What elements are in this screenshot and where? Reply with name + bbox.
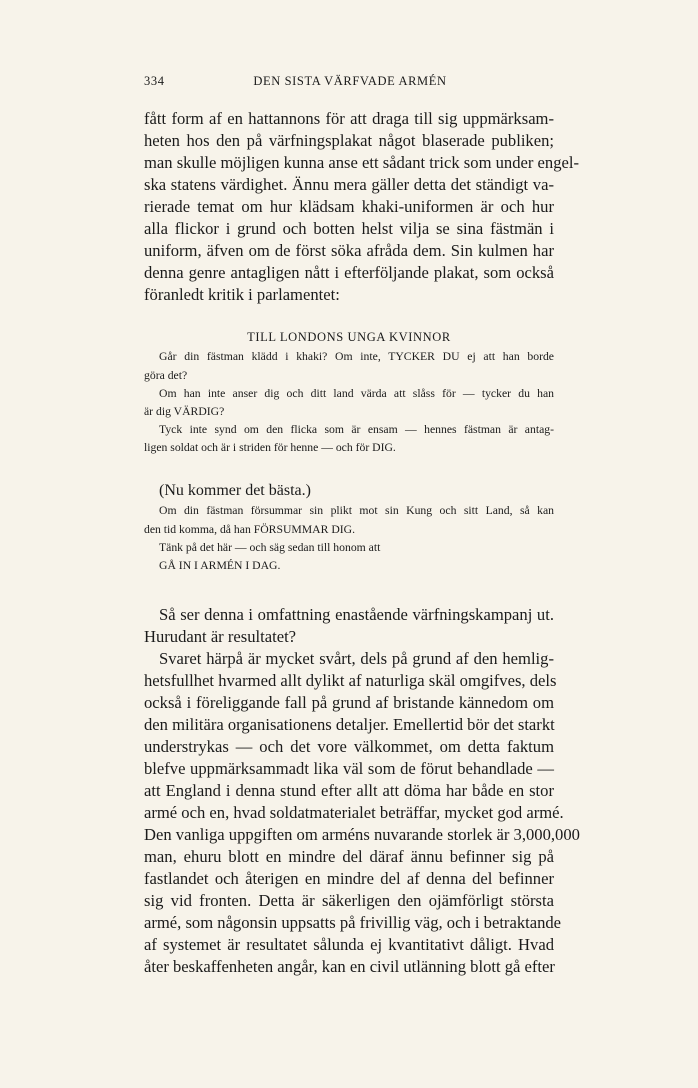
quote-line: Går din fästman klädd i khaki? Om inte, TYCKER DU ej att han borde [159,350,554,363]
text-line: också i föreliggande fall på grund af bristande kännedom om [144,693,554,712]
text-line: understrykas — och det vore välkommet, om detta faktum [144,737,554,756]
running-head [144,74,556,92]
quote-line: är dig VÄRDIG? [144,405,225,418]
running-title: DEN SISTA VÄRFVADE ARMÉN [253,74,447,88]
text-line: alla flickor i grund och botten helst vilja se sina fästmän i [144,219,554,238]
text-line: blefve uppmärksammadt lika väl som de förut behandlade — [144,759,554,778]
text-line: sig vid fronten. Detta är säkerligen den ojämförligt största [144,891,554,910]
quote-line: GÅ IN I ARMÉN I DAG. [159,559,281,572]
text-line: rierade temat om hur klädsam khaki-uniformen är och hur [144,197,554,216]
text-line: fått form af en hattannons för att draga till sig uppmärksam- [144,109,554,128]
text-line: uniform, äfven om de först söka afråda dem. Sin kulmen har [144,241,554,260]
text-line: heten hos den på värfningsplakat något blaserade publiken; [144,131,554,150]
text-line: föranledt kritik i parlamentet: [144,285,340,304]
text-line: Den vanliga uppgiften om arméns nuvarande storlek är 3,000,000 [144,825,580,844]
quote-line: Tänk på det här — och säg sedan till honom att [159,541,381,554]
text-line: Hurudant är resultatet? [144,627,297,646]
quote-line: Om din fästman försummar sin plikt mot sin Kung och sitt Land, så kan [159,504,554,517]
quote-heading: TILL LONDONS UNGA KVINNOR [247,330,451,344]
quote-line: den tid komma, då han FÖRSUMMAR DIG. [144,523,356,536]
text-line: armé, som någonsin uppsatts på frivillig väg, och i betraktande [144,913,562,932]
text-line: Svaret härpå är mycket svårt, dels på grund af den hemlig- [159,649,554,668]
text-line: ska statens värdighet. Ännu mera gäller detta det ständigt va- [144,175,554,194]
text-line: man skulle möjligen kunna anse ett sådant trick som under engel- [144,153,580,172]
text-line: den militära organisationens detaljer. Emellertid bör det starkt [144,715,555,734]
page-number: 334 [144,74,165,88]
quote-line: ligen soldat och är i striden för henne — och för DIG. [144,441,396,454]
quote-line: Om han inte anser dig och ditt land värda att slåss för — tycker du han [159,387,554,400]
text-line: fastlandet och återigen en mindre del af denna del befinner [144,869,554,888]
quote-aside: (Nu kommer det bästa.) [159,482,311,499]
text-line: armé och en, hvad soldatmaterialet beträffar, mycket god armé. [144,803,564,822]
text-line: hetsfullhet hvarmed allt dylikt af naturliga skäl omgifves, dels [144,671,557,690]
text-line: Så ser denna i omfattning enastående värfningskampanj ut. [159,605,554,624]
text-line: af systemet är resultatet sålunda ej kvantitativt dåligt. Hvad [144,935,554,954]
quote-line: göra det? [144,369,188,382]
text-line: denna genre antagligen nått i efterföljande plakat, som också [144,263,554,282]
quote-line: Tyck inte synd om den flicka som är ensam — hennes fästman är antag- [159,423,554,436]
text-line: att England i denna stund efter allt att döma har både en stor [144,781,554,800]
text-line: åter beskaffenheten angår, kan en civil utlänning blott gå efter [144,957,555,976]
text-line: man, ehuru blott en mindre del däraf ännu befinner sig på [144,847,554,866]
